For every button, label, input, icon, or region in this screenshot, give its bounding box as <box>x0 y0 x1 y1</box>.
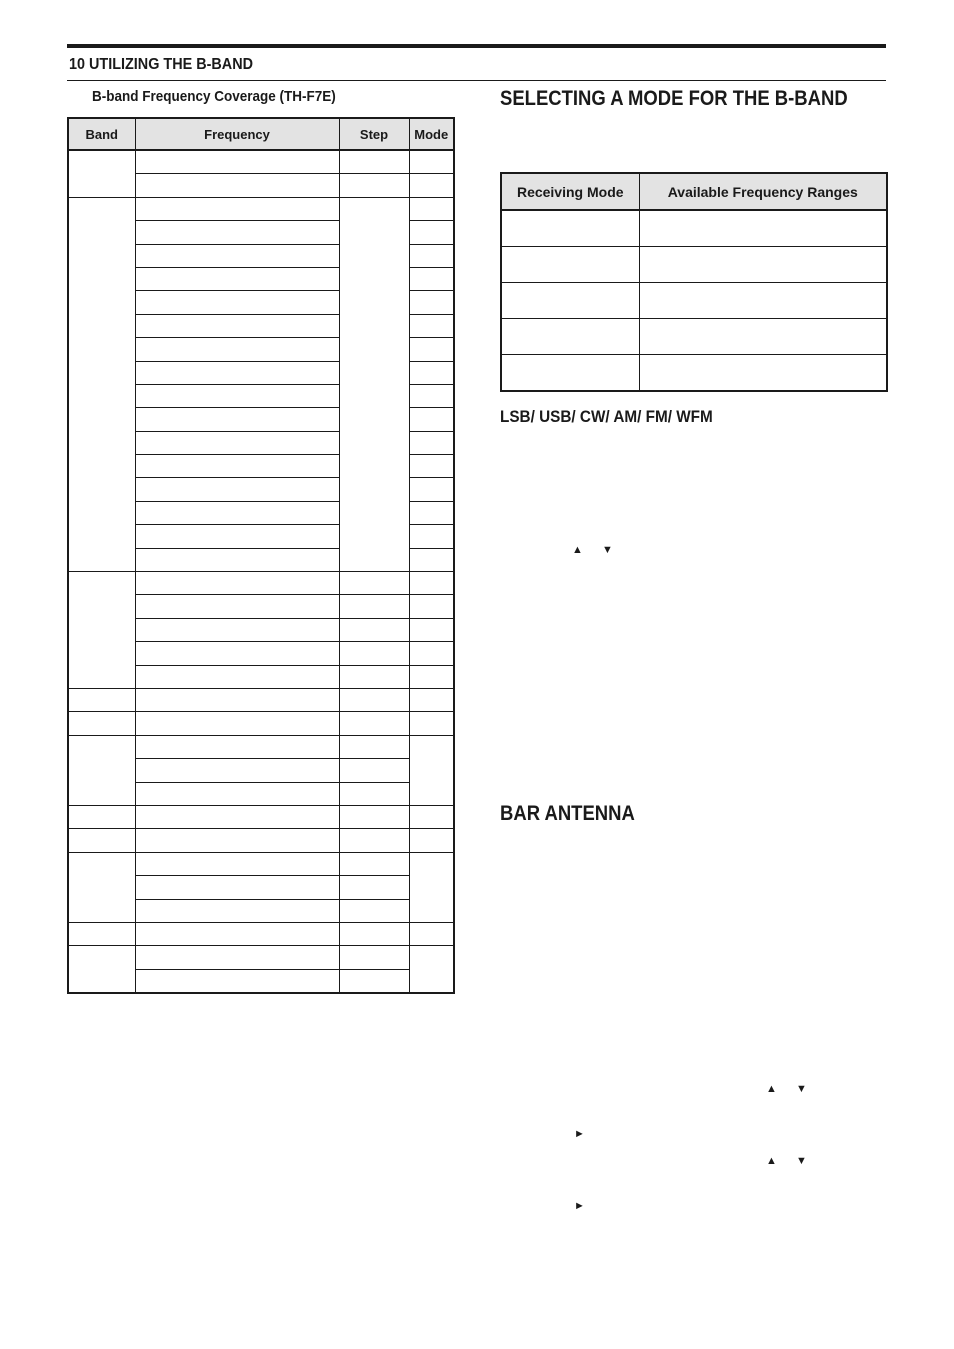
mode-table <box>500 172 888 392</box>
table-row <box>68 197 454 220</box>
table-row <box>501 247 887 283</box>
mode-section-title: SELECTING A MODE FOR THE B-BAND <box>500 87 848 110</box>
antenna-section-title: BAR ANTENNA <box>500 802 635 825</box>
table-row <box>68 805 454 828</box>
top-rule-thin <box>67 80 886 81</box>
table-row <box>501 210 887 247</box>
down-arrow-icon: ▼ <box>602 544 613 556</box>
down-arrow-icon: ▼ <box>796 1083 807 1095</box>
col-receiving-mode: Receiving Mode <box>501 173 639 210</box>
table-row <box>68 829 454 852</box>
top-rule-thick <box>67 44 886 48</box>
coverage-table <box>67 117 455 994</box>
up-arrow-icon: ▲ <box>766 1155 777 1167</box>
table-row <box>501 355 887 392</box>
table-row <box>68 922 454 945</box>
down-arrow-icon: ▼ <box>796 1155 807 1167</box>
right-arrow-icon: ► <box>574 1200 585 1212</box>
coverage-body <box>68 150 454 993</box>
col-mode: Mode <box>409 118 454 150</box>
up-arrow-icon: ▲ <box>572 544 583 556</box>
col-step: Step <box>339 118 409 150</box>
mode-header-row <box>501 173 887 210</box>
table-row <box>501 319 887 355</box>
table-row <box>68 852 454 875</box>
right-arrow-icon: ► <box>574 1128 585 1140</box>
table-row <box>68 712 454 735</box>
table-row <box>68 946 454 969</box>
table-row <box>68 150 454 174</box>
col-frequency-ranges: Available Frequency Ranges <box>639 173 887 210</box>
section-title: 10 UTILIZING THE B-BAND <box>69 56 254 73</box>
coverage-title: B-band Frequency Coverage (TH-F7E) <box>92 88 336 105</box>
table-row <box>68 688 454 711</box>
modes-heading: LSB/ USB/ CW/ AM/ FM/ WFM <box>500 407 713 426</box>
col-frequency: Frequency <box>135 118 339 150</box>
coverage-header-row <box>68 118 454 150</box>
table-row <box>68 735 454 758</box>
table-row <box>68 572 454 595</box>
col-band: Band <box>68 118 135 150</box>
table-row <box>501 283 887 319</box>
up-arrow-icon: ▲ <box>766 1083 777 1095</box>
